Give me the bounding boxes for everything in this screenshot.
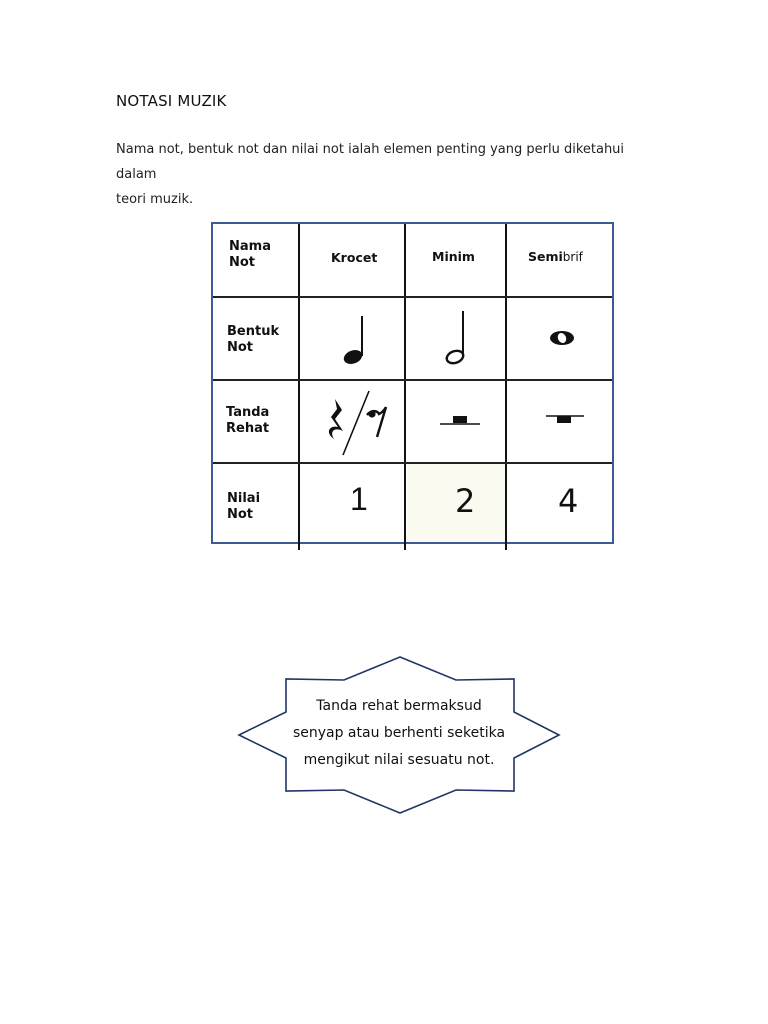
minim-note-icon bbox=[441, 309, 471, 367]
grid-vline bbox=[505, 224, 507, 550]
crotchet-rest-icon bbox=[321, 387, 395, 459]
row-label-tanda-rehat bbox=[226, 405, 269, 437]
column-header-minim: Minim bbox=[432, 249, 475, 264]
intro-line-1: Nama not, bentuk not dan nilai not ialah elemen penting yang perlu diketahui dalam bbox=[116, 142, 625, 182]
column-header-semibrif-tail: brif bbox=[562, 250, 583, 264]
row-label-line: Nilai bbox=[227, 491, 261, 506]
row-label-line: Not bbox=[229, 255, 256, 270]
row-label-line: Tanda bbox=[226, 405, 270, 420]
grid-vline bbox=[298, 224, 300, 550]
column-header-semibrif bbox=[528, 249, 583, 264]
rest-callout bbox=[236, 655, 562, 815]
page-heading: NOTASI MUZIK bbox=[116, 92, 227, 110]
crotchet-note-icon bbox=[339, 312, 369, 366]
row-label-bentuk-not bbox=[227, 324, 279, 356]
note-table bbox=[211, 222, 614, 544]
row-label-nama-not bbox=[229, 239, 271, 271]
value-krocet: 1 bbox=[350, 481, 368, 517]
row-label-line: Not bbox=[227, 340, 254, 355]
value-minim: 2 bbox=[455, 482, 476, 520]
row-label-line: Rehat bbox=[226, 421, 270, 436]
callout-text bbox=[236, 693, 562, 774]
grid-hline bbox=[213, 462, 612, 464]
callout-line-2: senyap atau berhenti seketika bbox=[292, 725, 506, 741]
row-label-line: Nama bbox=[229, 239, 271, 254]
intro-paragraph bbox=[116, 137, 656, 212]
minim-rest-icon bbox=[438, 412, 482, 430]
grid-hline bbox=[213, 296, 612, 298]
row-label-line: Bentuk bbox=[227, 324, 280, 339]
grid-hline bbox=[213, 379, 612, 381]
row-label-nilai-not bbox=[227, 491, 260, 523]
intro-line-2: teori muzik. bbox=[116, 192, 194, 207]
table-grid bbox=[213, 224, 612, 542]
semibreve-note-icon bbox=[548, 328, 576, 348]
callout-line-3: mengikut nilai sesuatu not. bbox=[303, 752, 495, 768]
column-header-semibrif-main: Semi bbox=[528, 249, 563, 264]
row-label-line: Not bbox=[227, 507, 254, 522]
value-semibrif: 4 bbox=[558, 482, 579, 520]
grid-vline bbox=[404, 224, 406, 550]
semibreve-rest-icon bbox=[543, 410, 587, 428]
column-header-krocet: Krocet bbox=[331, 250, 378, 265]
callout-line-1: Tanda rehat bermaksud bbox=[316, 698, 482, 714]
